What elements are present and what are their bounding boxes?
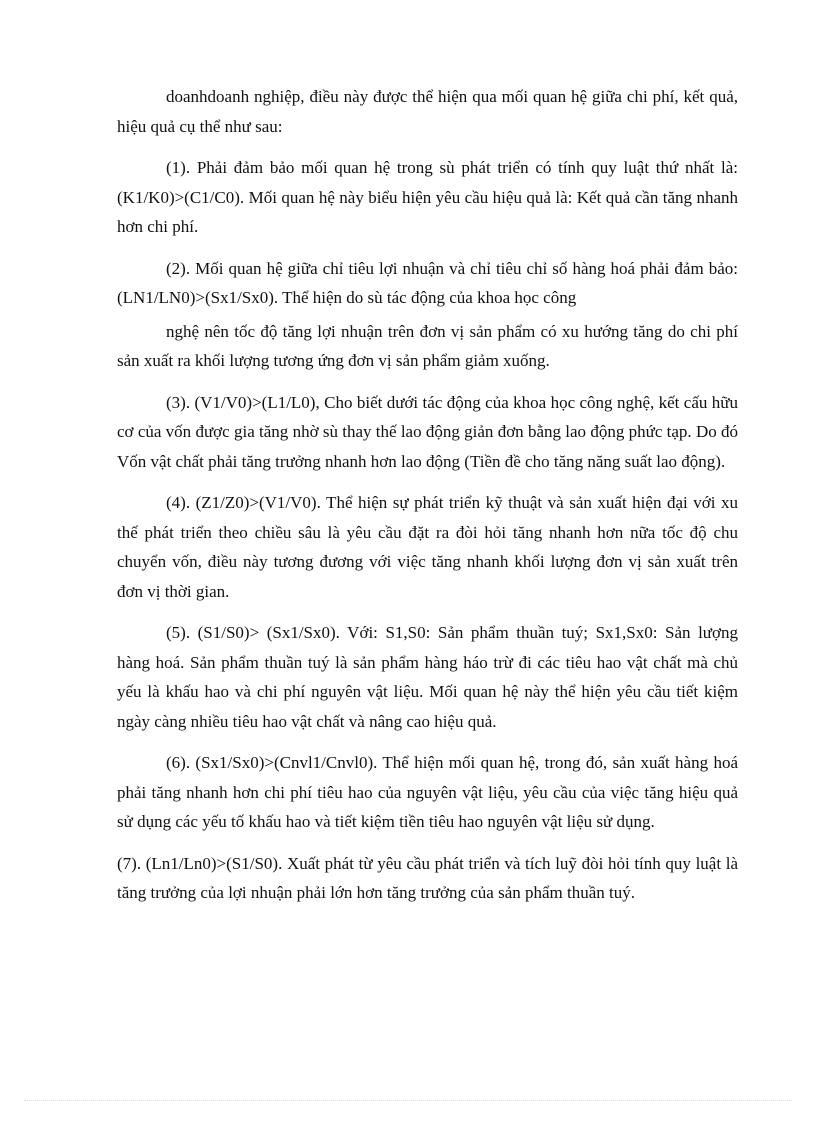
paragraph-relation-2: (2). Mối quan hệ giữa chỉ tiêu lợi nhuận và chỉ tiêu chỉ số hàng hoá phải đảm bảo: (LN1/LN0)>(Sx1/Sx0). Thể hiện do sù tác động của khoa học công	[117, 258, 738, 307]
paragraph-relation-4: (4). (Z1/Z0)>(V1/V0). Thể hiện sự phát triển kỹ thuật và sản xuất hiện đại với xu thế phát triển theo chiều sâu là yêu cầu đặt ra đòi hỏi tăng nhanh hơn nữa tốc độ chu chuyển vốn, điều này tương đương với việc tăng nhanh khối lượng đơn vị sản xuất trên đơn vị thời gian.	[117, 493, 738, 601]
document-body	[117, 82, 738, 920]
page-bottom-divider	[24, 1100, 792, 1101]
paragraph-relation-1: (1). Phải đảm bảo mối quan hệ trong sù phát triển có tính quy luật thứ nhất là: (K1/K0)>(C1/C0). Mối quan hệ này biểu hiện yêu cầu hiệu quả là: Kết quả cần tăng nhanh hơn chi phí.	[117, 158, 738, 236]
paragraph-relation-7: (7). (Ln1/Ln0)>(S1/S0). Xuất phát từ yêu cầu phát triển và tích luỹ đòi hỏi tính quy luật là tăng trưởng của lợi nhuận phải lớn hơn tăng trưởng của sản phẩm thuần tuý.	[117, 853, 738, 902]
paragraph-relation-3: (3). (V1/V0)>(L1/L0), Cho biết dưới tác động của khoa học công nghệ, kết cấu hữu cơ của vốn được gia tăng nhờ sù thay thế lao động giản đơn bằng lao động phức tạp. Do đó Vốn vật chất phải tăng trưởng nhanh hơn lao động (Tiền đề cho tăng năng suất lao động).	[117, 392, 738, 471]
paragraph-relation-5: (5). (S1/S0)> (Sx1/Sx0). Với: S1,S0: Sản phẩm thuần tuý; Sx1,Sx0: Sản lượng hàng hoá. Sản phẩm thuần tuý là sản phẩm hàng háo trừ đi các tiêu hao vật chất mà chủ yếu là khấu hao và chi phí nguyên vật liệu. Mối quan hệ này thể hiện yêu cầu tiết kiệm ngày càng nhiều tiêu hao vật chất và nâng cao hiệu quả.	[117, 623, 738, 731]
paragraph-intro: doanhdoanh nghiệp, điều này được thể hiện qua mối quan hệ giữa chi phí, kết quả, hiệu quả cụ thể như sau:	[117, 87, 738, 136]
paragraph-relation-2-continued: nghệ nên tốc độ tăng lợi nhuận trên đơn vị sản phẩm có xu hướng tăng do chi phí sản xuất ra khối lượng tương ứng đơn vị sản phẩm giảm xuống.	[117, 321, 738, 370]
paragraph-relation-6: (6). (Sx1/Sx0)>(Cnvl1/Cnvl0). Thể hiện mối quan hệ, trong đó, sản xuất hàng hoá phải tăng nhanh hơn chi phí tiêu hao của nguyên vật liệu, yêu cầu của việc tăng hiệu quả sử dụng các yếu tố khấu hao và tiết kiệm tiền tiêu hao nguyên vật liệu sử dụng.	[117, 753, 738, 831]
